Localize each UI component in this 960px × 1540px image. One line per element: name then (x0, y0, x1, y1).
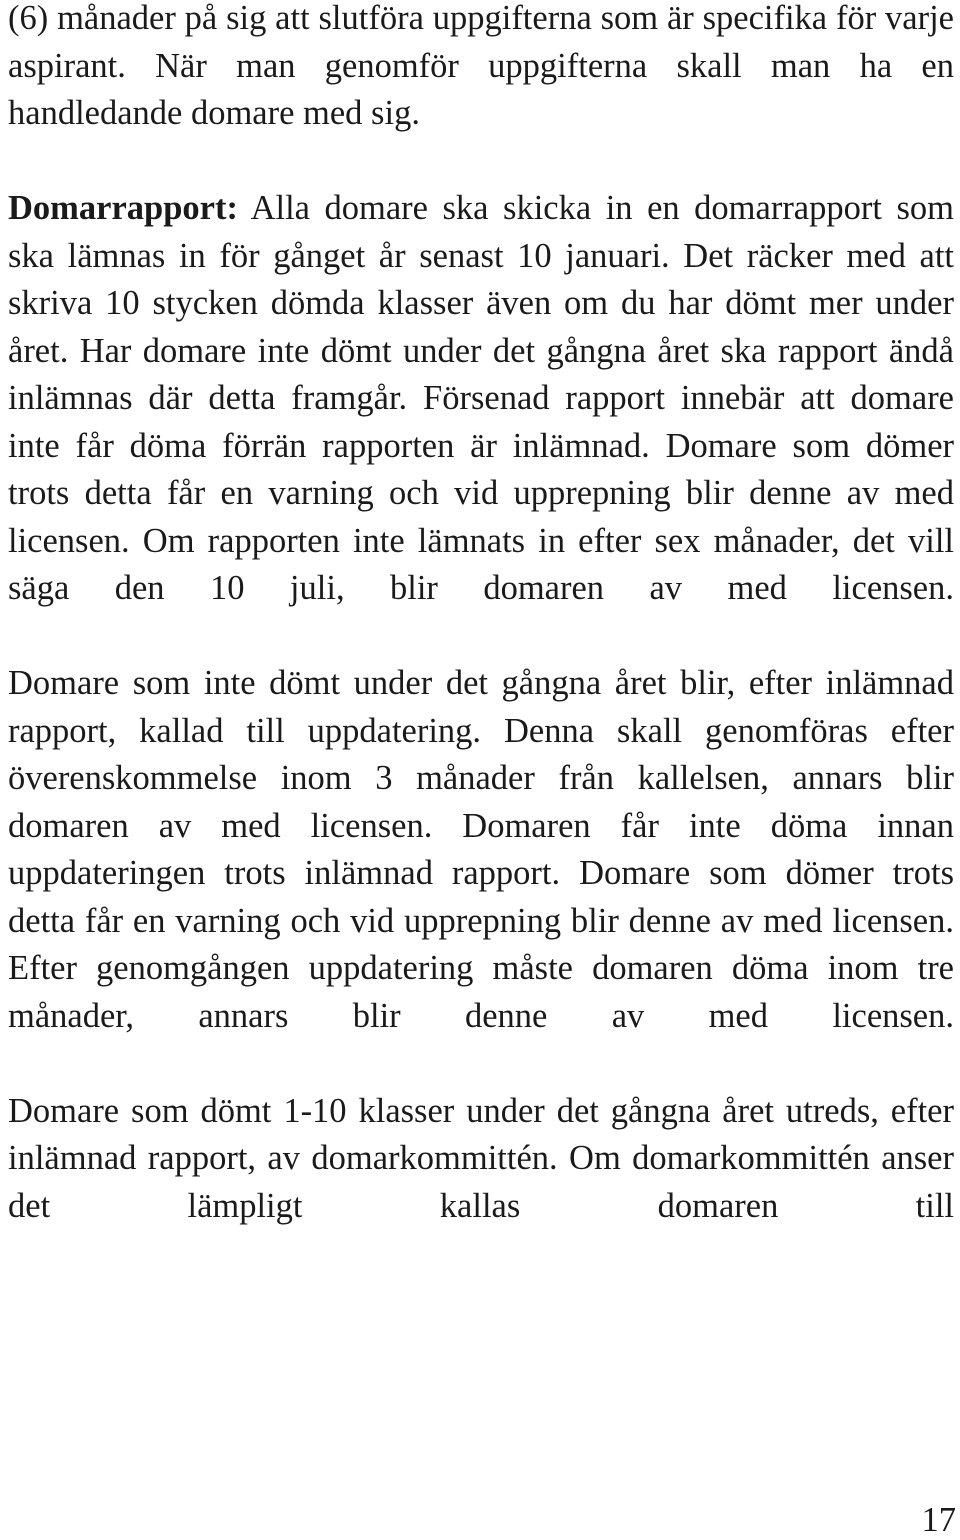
paragraph-heading-domarrapport: Domarrapport: (8, 189, 238, 227)
paragraph-text: Domare som inte dömt under det gångna året blir, efter inlämnad rapport, kallad till uppdatering. Denna skall genomföras efter överenskommelse inom 3 månader från kallelsen, annars blir domaren av med licensen. Domaren får inte döma innan uppdateringen trots inlämnad rapport. Domare som dömer trots detta får en varning och vid upprepning blir denne av med licensen. Efter genomgången uppdatering måste domaren döma inom tre månader, annars blir denne av med licensen. (8, 664, 954, 1035)
document-page (8, 0, 954, 1230)
paragraph-text: Alla domare ska skicka in en domarrapport som ska lämnas in för gånget år senast 10 januari. Det räcker med att skriva 10 stycken dömda klasser även om du har dömt mer under året. Har domare inte dömt under det gångna året ska rapport ändå inlämnas där detta framgår. Försenad rapport innebär att domare inte får döma förrän rapporten är inlämnad. Domare som dömer trots detta får en varning och vid upprepning blir denne av med licensen. Om rapporten inte lämnats in efter sex månader, det vill säga den 10 juli, blir domaren av med licensen. (8, 189, 954, 607)
paragraph-text: Domare som dömt 1-10 klasser under det gångna året utreds, efter inlämnad rapport, av domarkommittén. Om domarkommittén anser det lämpligt kallas domaren till (8, 1091, 954, 1225)
paragraph-update-requirements (8, 660, 954, 1040)
paragraph-committee-review (8, 1088, 954, 1231)
paragraph-text: (6) månader på sig att slutföra uppgifterna som är specifika för varje aspirant. När man genomför uppgifterna skall man ha en handledande domare med sig. (8, 0, 954, 132)
paragraph-domarrapport (8, 185, 954, 613)
paragraph-aspirant-tasks (8, 0, 954, 138)
page-number: 17 (921, 1501, 956, 1539)
